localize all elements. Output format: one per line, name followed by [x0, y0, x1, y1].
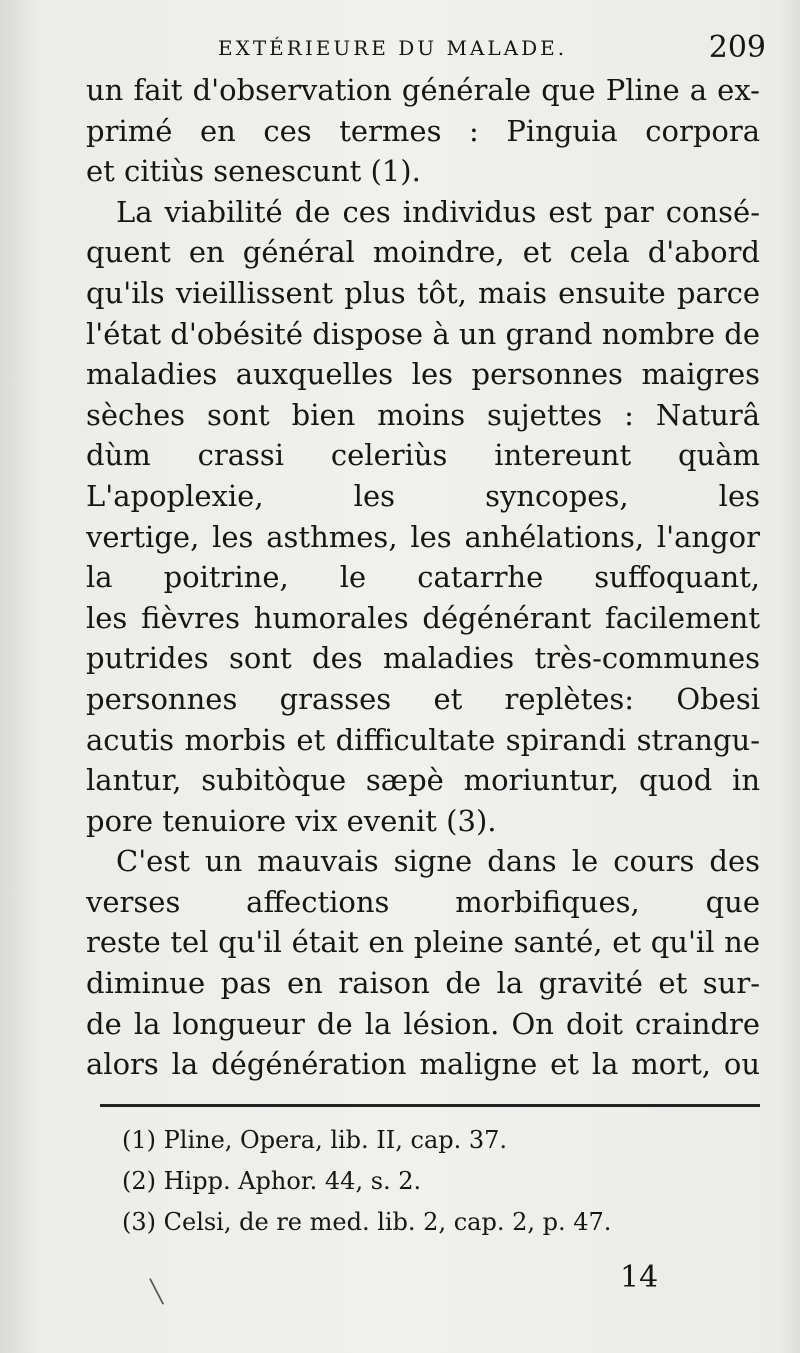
- stray-mark: ╲: [150, 1280, 164, 1305]
- text-line: personnes grasses et replètes: Obesi: [86, 681, 760, 716]
- text-line: pore tenuiore vix evenit (3).: [86, 803, 497, 838]
- text-line: la poitrine, le catarrhe suffoquant,: [86, 560, 760, 595]
- text-line: sèches sont bien moins sujettes : Naturâ: [86, 397, 760, 432]
- text-line: diminue pas en raison de la gravité et sur-: [86, 966, 760, 1001]
- text-line: acutis morbis et difficultate spirandi strangu-: [86, 722, 760, 757]
- body-text: [86, 70, 760, 1085]
- text-line: primé en ces termes : Pinguia corpora: [86, 113, 760, 148]
- text-line: un fait d'observation générale que Pline a ex-: [86, 73, 760, 107]
- footnotes: [122, 1120, 611, 1243]
- text-line: de la longueur de la lésion. On doit craindre: [86, 1006, 760, 1041]
- page-header: [88, 30, 766, 66]
- footnote: (1) Pline, Opera, lib. II, cap. 37.: [122, 1126, 508, 1154]
- signature-mark: 14: [620, 1260, 659, 1295]
- footnote: (2) Hipp. Aphor. 44, s. 2.: [122, 1167, 422, 1195]
- text-line: les fièvres humorales dégénérant facilement: [86, 600, 760, 635]
- text-line: maladies auxquelles les personnes maigres: [86, 357, 760, 392]
- text-line: reste tel qu'il était en pleine santé, et qu'il ne: [86, 925, 760, 960]
- text-line: dùm crassi celeriùs intereunt quàm: [86, 438, 760, 473]
- text-line: vertige, les asthmes, les anhélations, l'angor: [86, 519, 760, 554]
- text-line: et citiùs senescunt (1).: [86, 154, 421, 189]
- footnote: (3) Celsi, de re med. lib. 2, cap. 2, p. 47.: [122, 1208, 612, 1236]
- text-line: L'apoplexie, les syncopes, les: [86, 478, 760, 513]
- text-line: alors la dégénération maligne et la mort, ou: [86, 1047, 760, 1082]
- text-line: putrides sont des maladies très-communes: [86, 641, 760, 676]
- text-line: l'état d'obésité dispose à un grand nombre de: [86, 316, 760, 351]
- text-line: quent en général moindre, et cela d'abord: [86, 235, 760, 270]
- footnote-rule: [100, 1104, 760, 1107]
- text-line: lantur, subitòque sæpè moriuntur, quod in: [86, 763, 760, 798]
- text-line: C'est un mauvais signe dans le cours des: [116, 844, 760, 879]
- text-line: verses affections morbifiques, que: [86, 884, 760, 919]
- text-line: La viabilité de ces individus est par consé-: [116, 194, 760, 229]
- text-line: qu'ils vieillissent plus tôt, mais ensuite parce: [86, 275, 760, 310]
- page-number: 209: [708, 30, 766, 65]
- running-title: EXTÉRIEURE DU MALADE.: [218, 36, 568, 60]
